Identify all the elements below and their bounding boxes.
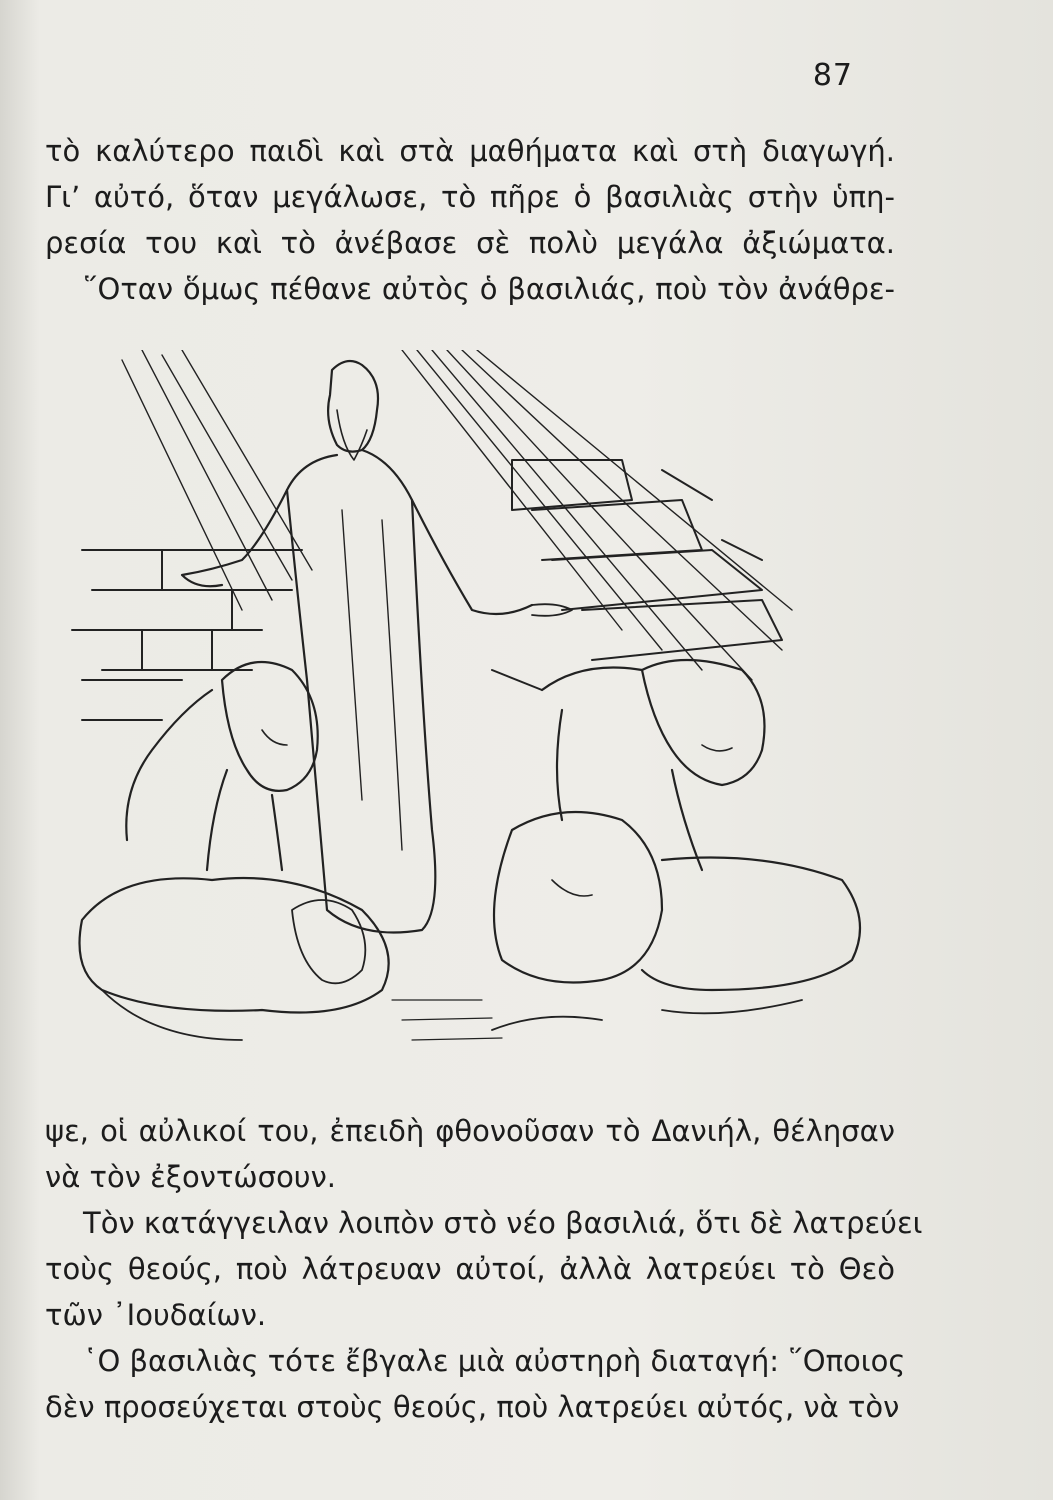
bottom-paragraphs — [45, 1108, 923, 1430]
text-line: ῾Ο βασιλιὰς τότε ἔβγαλε μιὰ αὐστηρὴ διαταγή: ῞Οποιος — [83, 1344, 906, 1378]
lion-right-standing — [542, 660, 765, 870]
lion-bottom-right-lying — [492, 812, 860, 1030]
text-line: τῶν ᾿Ιουδαίων. — [45, 1298, 267, 1332]
text-line: τοὺς θεούς, ποὺ λάτρευαν αὐτοί, ἀλλὰ λατρεύει τὸ Θεὸ — [45, 1252, 895, 1286]
text-line: ῞Οταν ὅμως πέθανε αὐτὸς ὁ βασιλιάς, ποὺ τὸν ἀνάθρε- — [83, 272, 895, 306]
ground-hatching — [392, 1000, 502, 1040]
text-line: Γι’ αὐτό, ὅταν μεγάλωσε, τὸ πῆρε ὁ βασιλιὰς στὴν ὑπη- — [45, 180, 895, 214]
text-line: ψε, οἱ αὐλικοί του, ἐπειδὴ φθονοῦσαν τὸ Δανιήλ, θέλησαν — [45, 1114, 895, 1148]
text-line: τὸ καλύτερο παιδὶ καὶ στὰ μαθήματα καὶ στὴ διαγωγή. — [45, 134, 895, 168]
daniel-in-lions-den-illustration — [62, 350, 882, 1070]
text-line: δὲν προσεύχεται στοὺς θεούς, ποὺ λατρεύει αὐτός, νὰ τὸν — [45, 1390, 900, 1424]
lion-bottom-left-lying — [80, 878, 389, 1040]
text-line: Τὸν κατάγγειλαν λοιπὸν στὸ νέο βασιλιά, ὅτι δὲ λατρεύει — [83, 1206, 923, 1240]
top-paragraph — [45, 128, 895, 312]
text-line: νὰ τὸν ἐξοντώσουν. — [45, 1160, 337, 1194]
lion-left-standing — [126, 662, 317, 870]
page-number: 87 — [812, 58, 853, 93]
text-line: ρεσία του καὶ τὸ ἀνέβασε σὲ πολὺ μεγάλα ἀξιώματα. — [45, 226, 895, 260]
stone-wall — [72, 460, 782, 720]
